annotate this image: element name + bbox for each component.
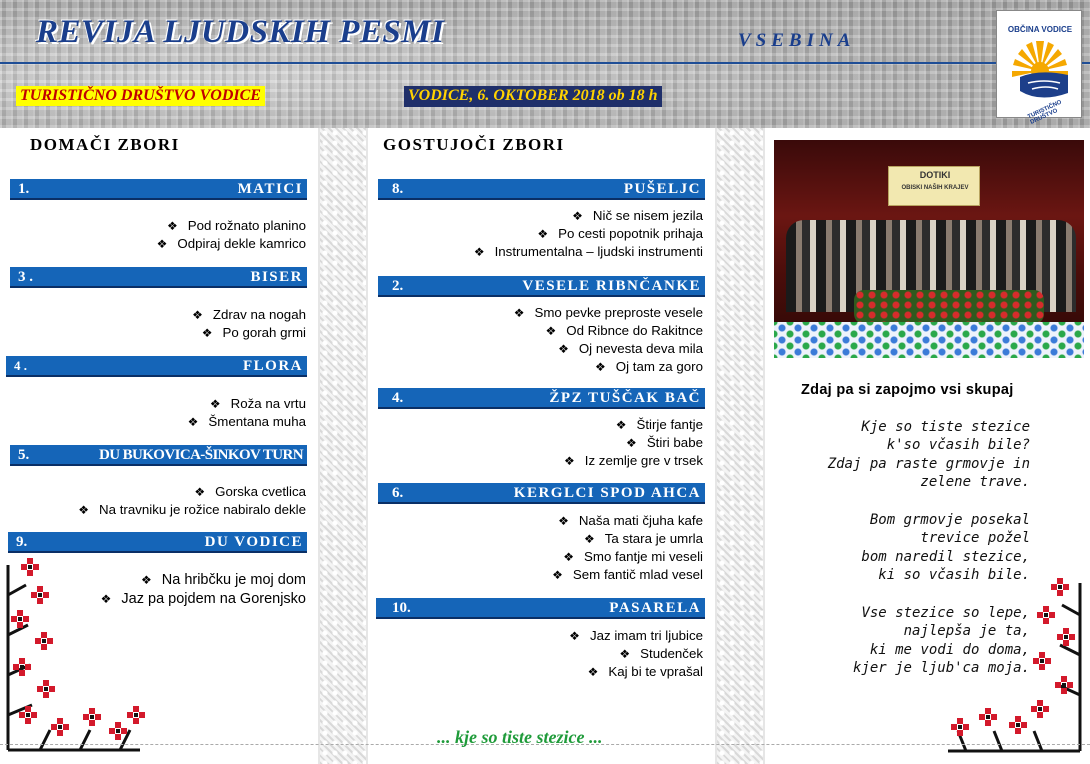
song-list-pasarela bbox=[569, 627, 703, 681]
song-item: ❖ Naša mati čjuha kafe bbox=[552, 512, 703, 530]
poem-line: trevice požel bbox=[920, 530, 1030, 547]
choir-number: 10. bbox=[376, 598, 416, 617]
song-list-matici bbox=[157, 217, 306, 253]
song-item: ❖ Nič se nisem jezila bbox=[474, 207, 703, 225]
poem-line: ki so včasih bile. bbox=[878, 566, 1030, 583]
poem-line: Bom grmovje posekal bbox=[869, 512, 1030, 528]
choir-number: 9. bbox=[8, 532, 38, 551]
choir-bar-kerglci bbox=[378, 483, 705, 504]
logo-top-text: OBČINA VODICE bbox=[1007, 25, 1073, 34]
domaci-heading: DOMAČI ZBORI bbox=[30, 135, 180, 154]
choir-number: 4. bbox=[378, 388, 418, 407]
lace-divider-right bbox=[715, 128, 765, 764]
poem-stanza-1 bbox=[828, 418, 1030, 491]
poem-line: zelene trave. bbox=[920, 473, 1030, 490]
song-list-tuscak-bac bbox=[564, 416, 703, 470]
poem-line: bom naredil stezice, bbox=[861, 548, 1030, 565]
choir-name: DU VODICE bbox=[204, 534, 303, 550]
choir-number: 5. bbox=[10, 445, 30, 464]
song-list-vesele-ribncanke bbox=[514, 304, 703, 376]
song-item: ❖ Od Ribnce do Rakitnce bbox=[514, 322, 703, 340]
choir-bar-pasarela bbox=[376, 598, 705, 619]
choir-name: VESELE RIBNČANKE bbox=[522, 278, 701, 294]
choir-number: 6. bbox=[378, 483, 418, 502]
song-item: ❖ Smo pevke preproste vesele bbox=[514, 304, 703, 322]
song-item: ❖ Sem fantič mlad vesel bbox=[552, 566, 703, 584]
song-item: ❖ Zdrav na nogah bbox=[192, 306, 306, 324]
choir-name: DU BUKOVICA-ŠINKOV TURN bbox=[98, 447, 303, 463]
poem-line: Kje so tiste stezice bbox=[861, 419, 1030, 435]
choir-number: 3 . bbox=[10, 267, 44, 286]
section-title: VSEBINA bbox=[738, 30, 856, 51]
choir-bar-flora bbox=[6, 356, 307, 377]
song-item: ❖ Instrumentalna – ljudski instrumenti bbox=[474, 243, 703, 261]
choir-bar-puseljc bbox=[378, 179, 705, 200]
song-item: ❖ Štiri babe bbox=[564, 434, 703, 452]
stage-banner-title: DOTIKI bbox=[919, 170, 951, 180]
choir-name: BISER bbox=[250, 269, 303, 285]
choir-number: 2. bbox=[378, 276, 418, 295]
song-item: ❖ Šmentana muha bbox=[188, 413, 306, 431]
song-list-biser bbox=[192, 306, 306, 342]
poem-line: ki me vodi do doma, bbox=[869, 641, 1030, 658]
choir-bar-bukovica bbox=[10, 445, 307, 466]
choir-number: 4 . bbox=[6, 356, 38, 375]
choir-bar-tuscak-bac bbox=[378, 388, 705, 409]
choir-bar-matici bbox=[10, 179, 307, 200]
song-list-puseljc bbox=[474, 207, 703, 261]
lace-divider-left bbox=[318, 128, 368, 764]
song-item: ❖ Na hribčku je moj dom bbox=[101, 571, 306, 590]
choir-number: 8. bbox=[378, 179, 418, 198]
logo-bottom-text: TURISTIČNO DRUŠTVO bbox=[1026, 99, 1063, 126]
poem-stanza-2 bbox=[861, 511, 1030, 584]
poem-line: Zdaj pa raste grmovje in bbox=[827, 455, 1030, 472]
municipality-logo bbox=[996, 10, 1082, 126]
song-item: ❖ Odpiraj dekle kamrico bbox=[157, 235, 306, 253]
song-item: ❖ Na travniku je rožice nabiralo dekle bbox=[78, 501, 306, 519]
gostujoci-heading: GOSTUJOČI ZBORI bbox=[383, 135, 565, 154]
poem-line: k'so včasih bile? bbox=[886, 437, 1030, 454]
header-banner bbox=[0, 0, 1090, 128]
song-item: ❖ Gorska cvetlica bbox=[78, 483, 306, 501]
choir-name: ŽPZ TUŠČAK BAČ bbox=[549, 390, 701, 406]
choir-name: PUŠELJC bbox=[623, 181, 701, 197]
song-list-bukovica bbox=[78, 483, 306, 519]
choir-name: KERGLCI SPOD AHCA bbox=[513, 485, 701, 501]
poem-line: kjer je ljub'ca moja. bbox=[852, 659, 1030, 676]
choir-bar-vesele-ribncanke bbox=[378, 276, 705, 297]
song-item: ❖ Iz zemlje gre v trsek bbox=[564, 452, 703, 470]
embroidery-corner-right-icon bbox=[942, 575, 1088, 755]
song-item: ❖ Po gorah grmi bbox=[192, 324, 306, 342]
footer-slogan: ... kje so tiste stezice ... bbox=[437, 727, 603, 747]
song-item: ❖ Smo fantje mi veseli bbox=[552, 548, 703, 566]
choir-number: 1. bbox=[10, 179, 38, 198]
header-divider bbox=[0, 62, 1090, 64]
song-item: ❖ Jaz imam tri ljubice bbox=[569, 627, 703, 645]
song-item: ❖ Oj tam za goro bbox=[514, 358, 703, 376]
poem-line: Vse stezice so lepe, bbox=[861, 605, 1030, 621]
stage-banner-subtitle: OBISKI NAŠIH KRAJEV bbox=[901, 185, 969, 191]
song-item: ❖ Ta stara je umrla bbox=[552, 530, 703, 548]
choir-name: PASARELA bbox=[609, 600, 701, 616]
stage-banner bbox=[888, 166, 980, 206]
flower-arrangement bbox=[854, 290, 1044, 324]
poem-title: Zdaj pa si zapojmo vsi skupaj bbox=[801, 382, 1014, 398]
song-item: ❖ Kaj bi te vprašal bbox=[569, 663, 703, 681]
song-item: ❖ Štirje fantje bbox=[564, 416, 703, 434]
song-item: ❖ Roža na vrtu bbox=[188, 395, 306, 413]
poem-line: najlepša je ta, bbox=[903, 623, 1030, 640]
page-title: REVIJA LJUDSKIH PESMI bbox=[36, 14, 445, 50]
song-list-flora bbox=[188, 395, 306, 431]
choir-stage-photo bbox=[774, 140, 1084, 358]
song-item: ❖ Jaz pa pojdem na Gorenjsko bbox=[101, 590, 306, 609]
choir-name: FLORA bbox=[243, 358, 303, 374]
song-item: ❖ Studenček bbox=[569, 645, 703, 663]
song-item: ❖ Po cesti popotnik prihaja bbox=[474, 225, 703, 243]
embroidery-corner-left-icon bbox=[0, 555, 150, 755]
song-item: ❖ Pod rožnato planino bbox=[157, 217, 306, 235]
organizer-label: TURISTIČNO DRUŠTVO VODICE bbox=[16, 86, 265, 106]
song-list-kerglci bbox=[552, 512, 703, 584]
handprint-tablecloth bbox=[774, 322, 1084, 358]
song-item: ❖ Oj nevesta deva mila bbox=[514, 340, 703, 358]
choir-bar-du-vodice bbox=[8, 532, 307, 553]
choir-bar-biser bbox=[10, 267, 307, 288]
event-date-label: VODICE, 6. OKTOBER 2018 ob 18 h bbox=[404, 86, 662, 107]
choir-name: MATICI bbox=[237, 181, 303, 197]
